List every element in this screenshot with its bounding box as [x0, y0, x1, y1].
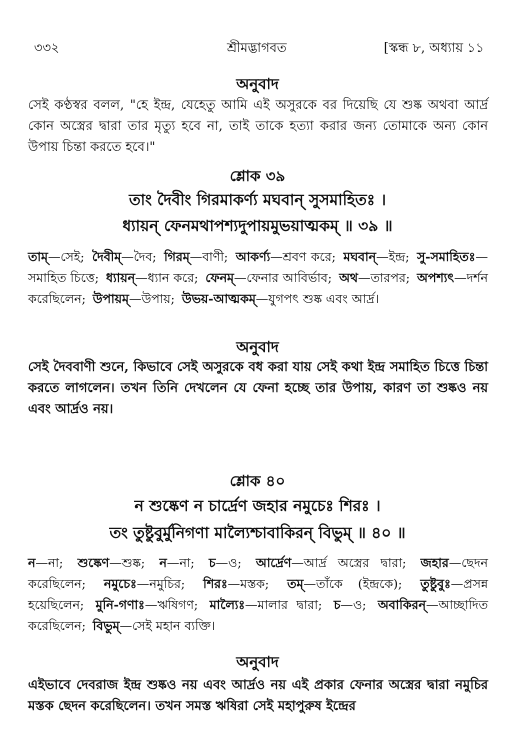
- synonym-dash: —: [234, 270, 247, 285]
- synonym-dash: —: [35, 555, 48, 570]
- synonym-dash: —: [189, 249, 203, 264]
- synonym-entry: [339, 270, 410, 285]
- synonym-dash: —: [291, 555, 304, 570]
- synonym-dash: —: [454, 270, 467, 285]
- synonym-entry: [164, 249, 228, 264]
- synonym-dash: —: [475, 249, 488, 264]
- synonym-entry: [287, 576, 402, 591]
- synonyms-block: [28, 246, 488, 309]
- synonym-term: অথ: [339, 270, 358, 285]
- synonym-entry: [104, 576, 185, 591]
- synonym-dash: —: [270, 249, 283, 264]
- verse-line: তং তুষ্টুবুর্মুনিগণা মাল্যৈশ্চাবাকিরন্ বিভুম্ ॥ ৪০ ॥: [109, 523, 406, 542]
- synonym-entry: [106, 270, 198, 285]
- synonym-meaning: আর্দ্র অস্ত্রের দ্বারা;: [303, 555, 407, 570]
- synonym-meaning: তারপর;: [370, 270, 410, 285]
- synonym-term: উভয়-আত্মকম্: [181, 291, 256, 306]
- synonym-entry: [93, 618, 215, 633]
- synonym-meaning: মস্তক;: [240, 576, 270, 591]
- synonym-dash: —: [121, 249, 134, 264]
- verse-line: তাং দৈবীং গিরমাকর্ণ্য মঘবান্ সুসমাহিতঃ ।: [128, 190, 386, 209]
- verse-line: ন শুষ্কেণ ন চার্দ্রেণ জহার নমুচেঃ শিরঃ ।: [134, 496, 381, 515]
- synonym-meaning: ঋষিগণ;: [157, 597, 199, 612]
- synonym-meaning: দর্শন করেছিলেন;: [28, 270, 488, 306]
- synonym-meaning: উপায়;: [141, 291, 175, 306]
- book-title: শ্রীমদ্ভাগবত: [227, 41, 287, 56]
- synonym-meaning: তাঁকে (ইন্দ্রকে);: [315, 576, 403, 591]
- synonym-dash: —: [425, 597, 439, 612]
- synonym-entry: [93, 291, 175, 306]
- synonym-meaning: ফেনার আবির্ভাব;: [246, 270, 332, 285]
- synonym-dash: —: [136, 576, 150, 591]
- translation-paragraph: এইভাবে দেবরাজ ইন্দ্র শুষ্কও নয় এবং আর্দ্রও নয় এই প্রকার ফেনার অস্ত্রের দ্বারা নমুচির মস্তক ছেদন করেছিলেন। তখন সমস্ত ঋষিরা সেই মহাপুরুষ ইন্দ্রের: [28, 678, 488, 714]
- synonym-meaning: না;: [47, 555, 64, 570]
- page-number: ৩৩২: [34, 41, 60, 56]
- synonym-meaning: ইন্দ্র;: [388, 249, 410, 264]
- translation-heading: অনুবাদ: [236, 75, 279, 93]
- synonym-meaning: ও;: [352, 597, 367, 612]
- synonym-dash: —: [255, 291, 269, 306]
- verse-line: ধ্যায়ন্ ফেনমথাপশ্যদুপায়মুভয়াত্মকম্ ॥ ৩৯ ॥: [122, 216, 393, 235]
- synonym-dash: —: [340, 597, 353, 612]
- synonym-entry: [209, 555, 242, 570]
- synonym-term: চ: [333, 597, 341, 612]
- synonym-dash: —: [376, 249, 389, 264]
- synonym-term: ন: [159, 555, 167, 570]
- synonym-term: ধ্যায়ন্: [106, 270, 136, 285]
- synonym-term: আর্দ্রেণ: [255, 555, 292, 570]
- translation-heading: অনুবাদ: [236, 653, 279, 671]
- synonym-dash: —: [166, 555, 180, 570]
- synonym-entry: [182, 291, 379, 306]
- synonym-term: মাল্যৈঃ: [209, 597, 246, 612]
- synonym-dash: —: [245, 597, 258, 612]
- synonym-term: সু-সমাহিতঃ: [417, 249, 476, 264]
- synonym-meaning: না;: [179, 555, 195, 570]
- synonym-meaning: যুগপৎ শুষ্ক এবং আর্দ্র।: [268, 291, 380, 306]
- synonym-entry: [28, 249, 85, 264]
- synonym-entry: [159, 555, 194, 570]
- synonym-dash: —: [144, 597, 158, 612]
- synonym-term: শুষ্কেণ: [77, 555, 110, 570]
- synonym-term: জহার: [420, 555, 449, 570]
- synonym-term: ফেনম্: [205, 270, 234, 285]
- synonym-term: অপশ্যৎ: [417, 270, 455, 285]
- synonym-entry: [92, 249, 156, 264]
- verse-heading: শ্লোক ৪০: [229, 472, 286, 490]
- synonym-meaning: প্রসন্ন হয়েছিলেন;: [28, 576, 489, 612]
- synonym-dash: —: [448, 555, 462, 570]
- synonym-entry: [343, 249, 409, 264]
- synonym-dash: —: [47, 249, 61, 264]
- synonym-dash: —: [109, 555, 122, 570]
- synonym-entry: [334, 597, 367, 612]
- synonym-term: চ: [208, 555, 216, 570]
- synonym-term: তুষ্টুবুঃ: [420, 576, 451, 591]
- synonym-term: আকর্ণ্য: [235, 249, 271, 264]
- synonym-dash: —: [358, 270, 371, 285]
- synonym-term: শিরঃ: [203, 576, 228, 591]
- synonym-dash: —: [303, 576, 316, 591]
- synonym-meaning: দৈব;: [133, 249, 157, 264]
- synonym-term: মুনি-গণাঃ: [95, 597, 145, 612]
- synonym-meaning: আচ্ছাদিত করেছিলেন;: [28, 597, 488, 633]
- synonym-meaning: সমাহিত চিত্তে;: [28, 270, 99, 285]
- synonym-dash: —: [227, 576, 241, 591]
- synonym-meaning: সেই মহান ব্যক্তি।: [132, 618, 216, 633]
- synonym-entry: [96, 597, 199, 612]
- synonym-dash: —: [215, 555, 229, 570]
- running-head: [34, 39, 484, 57]
- synonym-dash: —: [119, 618, 133, 633]
- synonym-entry: [205, 270, 332, 285]
- section-reference: [স্কন্ধ ৮, অধ্যায় ১১: [383, 41, 484, 56]
- synonym-entry: [203, 576, 269, 591]
- synonym-meaning: ছেদন করেছিলেন;: [28, 555, 488, 591]
- synonym-meaning: বাণী;: [202, 249, 229, 264]
- synonym-entry: [256, 555, 406, 570]
- verse-heading: শ্লোক ৩৯: [229, 167, 286, 185]
- synonym-meaning: শুষ্ক;: [121, 555, 146, 570]
- synonym-entry: [78, 555, 146, 570]
- translation-paragraph: সেই কণ্ঠস্বর বলল, "হে ইন্দ্র, যেহেতু আমি এই অসুরকে বর দিয়েছি যে শুষ্ক অথবা আর্দ্র কোন অস্ত্রের দ্বারা তার মৃত্যু হবে না, তাই তাকে হত্যা করার জন্য তোমাকে অন্য কোন উপায় চিন্তা করতে হবে।": [28, 98, 488, 155]
- synonym-dash: —: [128, 291, 142, 306]
- synonym-term: তম্: [287, 576, 304, 591]
- synonym-term: দৈবীম্: [92, 249, 122, 264]
- translation-heading: অনুবাদ: [236, 338, 279, 356]
- synonym-meaning: শ্রবণ করে;: [282, 249, 336, 264]
- synonym-entry: [236, 249, 336, 264]
- synonym-meaning: ধ্যান করে;: [147, 270, 199, 285]
- synonym-term: উপায়ম্: [92, 291, 129, 306]
- synonyms-block: [28, 552, 488, 636]
- synonym-dash: —: [450, 576, 464, 591]
- synonym-term: তাম্: [28, 249, 48, 264]
- translation-paragraph: সেই দৈববাণী শুনে, কিভাবে সেই অসুরকে বধ করা যায় সেই কথা ইন্দ্র সমাহিত চিত্তে চিন্তা করতে লাগলেন। তখন তিনি দেখলেন যে ফেনা হচ্ছে তার উপায়, কারণ তা শুষ্কও নয় এবং আর্দ্রও নয়।: [28, 360, 488, 417]
- synonym-term: গিরম্: [164, 249, 190, 264]
- synonym-term: বিভুম্: [92, 618, 120, 633]
- synonym-entry: [210, 597, 323, 612]
- synonym-term: নমুচেঃ: [103, 576, 137, 591]
- synonym-dash: —: [135, 270, 148, 285]
- synonym-meaning: মালার দ্বারা;: [257, 597, 323, 612]
- synonym-meaning: ও;: [228, 555, 242, 570]
- synonym-meaning: সেই;: [60, 249, 85, 264]
- synonym-term: মঘবান্: [343, 249, 377, 264]
- synonym-meaning: নমুচির;: [149, 576, 186, 591]
- synonym-term: অবাকিরন্: [377, 597, 426, 612]
- synonym-entry: [28, 555, 63, 570]
- synonym-term: ন: [28, 555, 36, 570]
